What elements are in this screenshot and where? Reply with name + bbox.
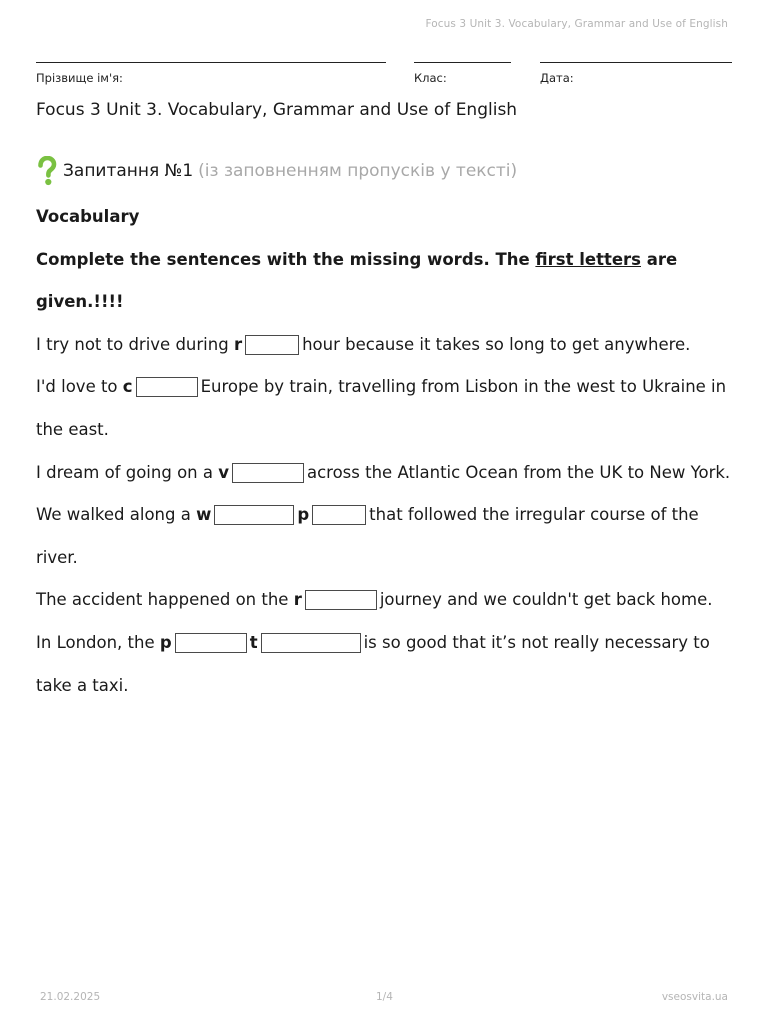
instruction: [36, 239, 736, 324]
document-title: Focus 3 Unit 3. Vocabulary, Grammar and Use of English: [36, 100, 518, 120]
footer-page-number: 1/4: [376, 991, 393, 1003]
name-line: [36, 62, 386, 63]
class-line: [414, 62, 511, 63]
name-label: Прізвище ім'я:: [36, 71, 123, 85]
instruction-text-end: are given.!!!!: [36, 249, 678, 312]
class-label: Клас:: [414, 71, 447, 85]
question-body: [36, 196, 736, 707]
first-letter: v: [218, 462, 229, 482]
first-letter: t: [249, 632, 258, 652]
sentence-text: journey and we couldn't get back home.: [379, 590, 713, 610]
sentence-text: across the Atlantic Ocean from the UK to New York.: [306, 462, 731, 482]
first-letter: p: [159, 632, 172, 652]
answer-blank[interactable]: [245, 335, 299, 355]
sentence-text: The accident happened on the: [36, 590, 294, 610]
first-letter: r: [233, 334, 243, 354]
sentence-6: [36, 622, 736, 707]
sentence-text: hour because it takes so long to get anywhere.: [302, 334, 691, 354]
sentence-text: that followed the irregular course of the river.: [36, 505, 699, 567]
sentence-text: I dream of going on a: [36, 462, 219, 482]
sentence-text: We walked along a: [36, 505, 197, 525]
sentence-4: [36, 494, 736, 579]
answer-blank[interactable]: [232, 463, 304, 483]
student-info-fields: [0, 62, 768, 92]
section-heading: Vocabulary: [36, 207, 140, 226]
sentence-2: [36, 366, 736, 451]
question-header: [36, 156, 517, 186]
date-line: [540, 62, 732, 63]
sentence-text: I'd love to: [36, 377, 123, 397]
first-letter: c: [122, 377, 133, 397]
sentence-1: [36, 324, 736, 367]
answer-blank[interactable]: [175, 633, 247, 653]
sentence-5: [36, 579, 736, 622]
first-letter: w: [196, 505, 212, 525]
answer-blank[interactable]: [136, 377, 198, 397]
class-field[interactable]: [414, 62, 511, 85]
question-number: Запитання №1: [63, 161, 194, 181]
sentence-text: In London, the: [36, 632, 160, 652]
answer-blank[interactable]: [214, 505, 294, 525]
date-label: Дата:: [540, 71, 574, 85]
sentence-text: is so good that it’s not really necessary to take a taxi.: [36, 632, 710, 695]
first-letter: r: [293, 590, 302, 610]
answer-blank[interactable]: [312, 505, 366, 525]
sentence-text: Europe by train, travelling from Lisbon in the west to Ukraine in the east.: [36, 377, 727, 439]
first-letter: p: [297, 505, 310, 525]
sentence-text: I try not to drive during: [36, 334, 234, 354]
sentence-3: [36, 452, 736, 495]
answer-blank[interactable]: [305, 590, 377, 610]
name-field[interactable]: [36, 62, 386, 85]
answer-blank[interactable]: [261, 633, 361, 653]
instruction-underlined: first letters: [535, 249, 641, 269]
running-header: Focus 3 Unit 3. Vocabulary, Grammar and Use of English: [425, 18, 728, 30]
question-mark-icon: [36, 156, 58, 186]
date-field[interactable]: [540, 62, 732, 85]
question-type: (із заповненням пропусків у тексті): [198, 161, 518, 181]
footer-date: 21.02.2025: [40, 991, 101, 1003]
instruction-text: Complete the sentences with the missing words. The: [36, 249, 536, 269]
footer-site: vseosvita.ua: [661, 991, 728, 1003]
